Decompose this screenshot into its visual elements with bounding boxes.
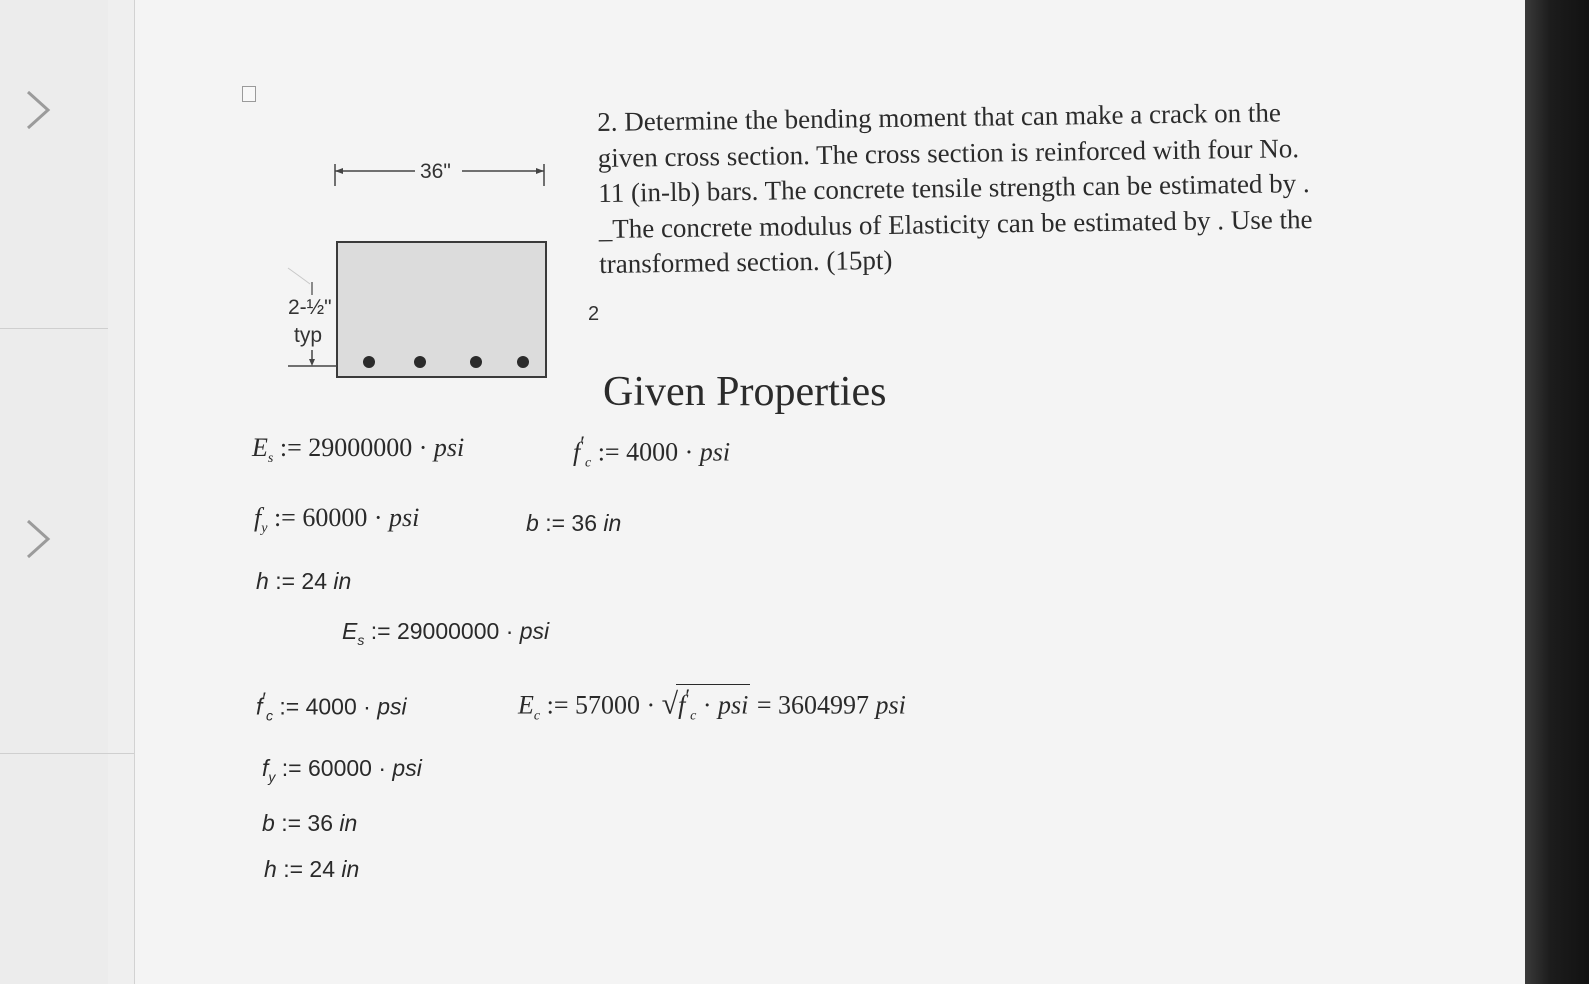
equation-es[interactable]: $E_s$ := 29000000 · psi xyxy=(342,618,550,648)
problem-line: 11 (in-lb) bars. The concrete tensile strength can be estimated by . xyxy=(598,168,1310,208)
equation-b[interactable]: b := 36 in xyxy=(262,810,358,836)
ec-result: 3604997 xyxy=(778,690,870,720)
screen-bezel xyxy=(1525,0,1589,984)
rebar-dot xyxy=(414,356,426,368)
equation-h[interactable]: h := 24 in xyxy=(264,856,360,882)
rebar-dot xyxy=(517,356,529,368)
equation-ec[interactable]: $E_c$ := $57000 \cdot √f'_c$ · psi = 3604997 psi xyxy=(518,685,906,724)
chevron-right-icon[interactable] xyxy=(22,517,56,561)
equation-h[interactable]: h := 24 in xyxy=(256,568,352,594)
rebar-dot xyxy=(470,356,482,368)
radical-sign: √ xyxy=(661,687,679,721)
equation-fc[interactable]: $f'_c$ := 4000 · psi xyxy=(256,690,407,724)
problem-line: _The concrete modulus of Elasticity can be estimated by . Use the xyxy=(598,203,1313,244)
typ-label: typ xyxy=(294,324,323,347)
chevron-right-icon[interactable] xyxy=(22,88,56,132)
problem-line: 2. Determine the bending moment that can make a crack on the xyxy=(597,97,1282,137)
radicand: $f'_c$ · psi xyxy=(678,685,749,724)
gutter xyxy=(108,0,135,984)
equation-fy[interactable]: $f_y$ := 60000 · psi xyxy=(262,755,422,785)
problem-number: 2 xyxy=(588,303,600,325)
equation-fc[interactable]: $f'_c$ := 4000 · psi xyxy=(573,432,731,471)
problem-line: transformed section. (15pt) xyxy=(599,244,893,279)
sidebar-divider xyxy=(0,328,108,329)
equation-fy[interactable]: $f_y$ := 60000 · psi xyxy=(254,503,420,536)
cross-section-diagram xyxy=(280,150,580,390)
problem-line: given cross section. The cross section is reinforced with four No. xyxy=(597,132,1300,173)
gutter-divider xyxy=(0,753,134,754)
rebar-dot xyxy=(363,356,375,368)
equation-es[interactable]: $E_s$ := 29000000 · psi xyxy=(252,433,465,466)
problem-statement xyxy=(597,94,1379,282)
cover-dimension-label: 2-½" xyxy=(288,296,332,319)
equation-b[interactable]: b := 36 in xyxy=(526,510,622,536)
region-checkbox[interactable] xyxy=(242,86,256,102)
width-dimension-label: 36" xyxy=(420,160,451,183)
section-heading: Given Properties xyxy=(603,369,887,415)
left-sidebar xyxy=(0,0,109,984)
